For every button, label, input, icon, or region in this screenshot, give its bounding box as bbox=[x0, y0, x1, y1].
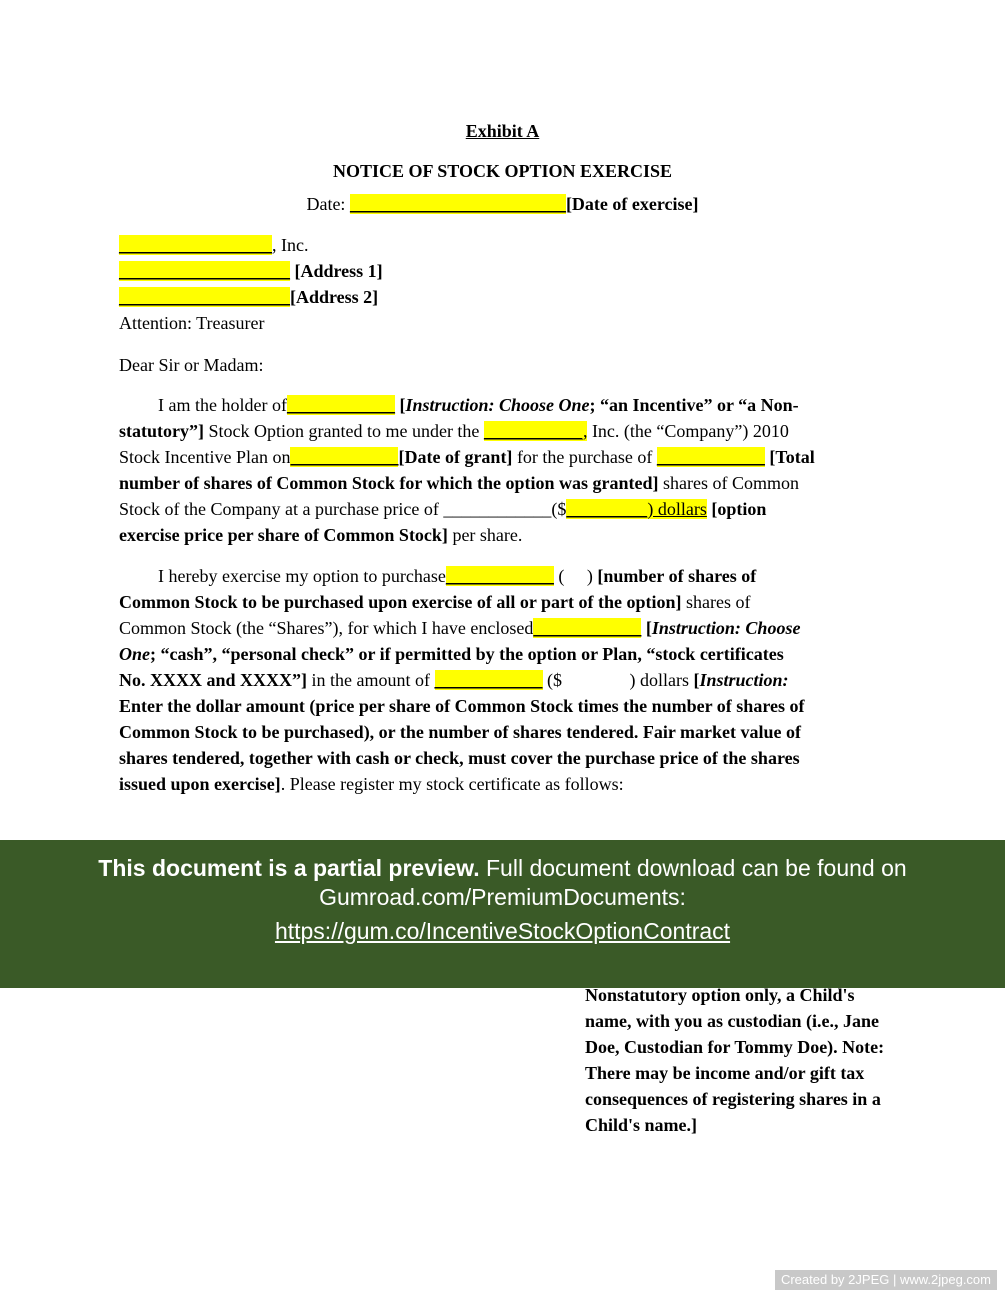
date-blank[interactable]: ________________________ bbox=[349, 194, 566, 214]
watermark: Created by 2JPEG | www.2jpeg.com bbox=[775, 1270, 997, 1290]
date-line: Date: ________________________[Date of exercise] bbox=[306, 194, 699, 214]
paragraph-exercise: I hereby exercise my option to purchase____________ ( ) [number of shares of Common Stock to be purchased upon exercise of all or part of the option] shares of Common Stock (the “Shares”), for which I have enclosed____________ [Instruction: Choose One; “cash”, “personal check” or if permitted by the option or Plan, “stock certificates No. XXXX and XXXX”] in the amount of ____________ ($ ) dollars [Instruction: Enter the dollar amount (price per share of Common Stock times the number of shares of Common Stock to be purchased), or the number of shares tendered. Fair market value of shares tendered, together with cash or check, must cover the purchase price of the shares issued upon exercise]. Please register my stock certificate as follows: bbox=[119, 566, 805, 794]
attention-line: Attention: Treasurer bbox=[119, 313, 265, 333]
paragraph-holder: I am the holder of____________ [Instruction: Choose One; “an Incentive” or “a Non- statutory”] Stock Option granted to me under the ___________, Inc. (the “Company”) 2010 Stock Incentive Plan on____________[Date of grant] for the purchase of ____________ [Total number of shares of Common Stock for which the option was granted] shares of Common Stock of the Company at a purchase price of ____________($_________) dollars [option exercise price per share of Common Stock] per share. bbox=[119, 395, 815, 545]
address2-blank[interactable]: ___________________ bbox=[119, 287, 290, 307]
total-shares-blank[interactable]: ____________ bbox=[656, 447, 765, 467]
amount-blank[interactable]: ____________ bbox=[434, 670, 543, 690]
preview-text: This document is a partial preview. Full document download can be found on Gumroad.com/PremiumDocuments: bbox=[98, 855, 907, 910]
option-type-blank[interactable]: ____________ bbox=[286, 395, 395, 415]
company-blank[interactable]: _________________ bbox=[119, 235, 272, 255]
preview-banner bbox=[0, 840, 1005, 988]
address2-line: ___________________[Address 2] bbox=[119, 287, 379, 307]
preview-link[interactable]: https://gum.co/IncentiveStockOptionContract bbox=[274, 918, 731, 944]
document-title: NOTICE OF STOCK OPTION EXERCISE bbox=[332, 161, 673, 181]
plan-company-blank[interactable]: ___________, bbox=[483, 421, 588, 441]
address1-blank[interactable]: ___________________ bbox=[119, 261, 290, 281]
exercise-price-blank[interactable]: _________) dollars bbox=[566, 499, 707, 519]
company-line: _________________, Inc. bbox=[119, 235, 309, 255]
salutation: Dear Sir or Madam: bbox=[119, 355, 264, 375]
preview-link-line bbox=[0, 917, 1005, 946]
shares-purchase-blank[interactable]: ____________ bbox=[445, 566, 554, 586]
payment-method-blank[interactable]: ____________ bbox=[533, 618, 642, 638]
address1-line: ___________________ [Address 1] bbox=[119, 261, 383, 281]
grant-date-blank[interactable]: ____________ bbox=[290, 447, 399, 467]
exhibit-heading: Exhibit A bbox=[465, 121, 540, 141]
instruction-note: Nonstatutory option only, a Child's name, with you as custodian (i.e., Jane Doe, Custodian for Tommy Doe). Note: There may be income and/or gift tax consequences of registering shares in a Child's name.] bbox=[585, 985, 885, 1135]
